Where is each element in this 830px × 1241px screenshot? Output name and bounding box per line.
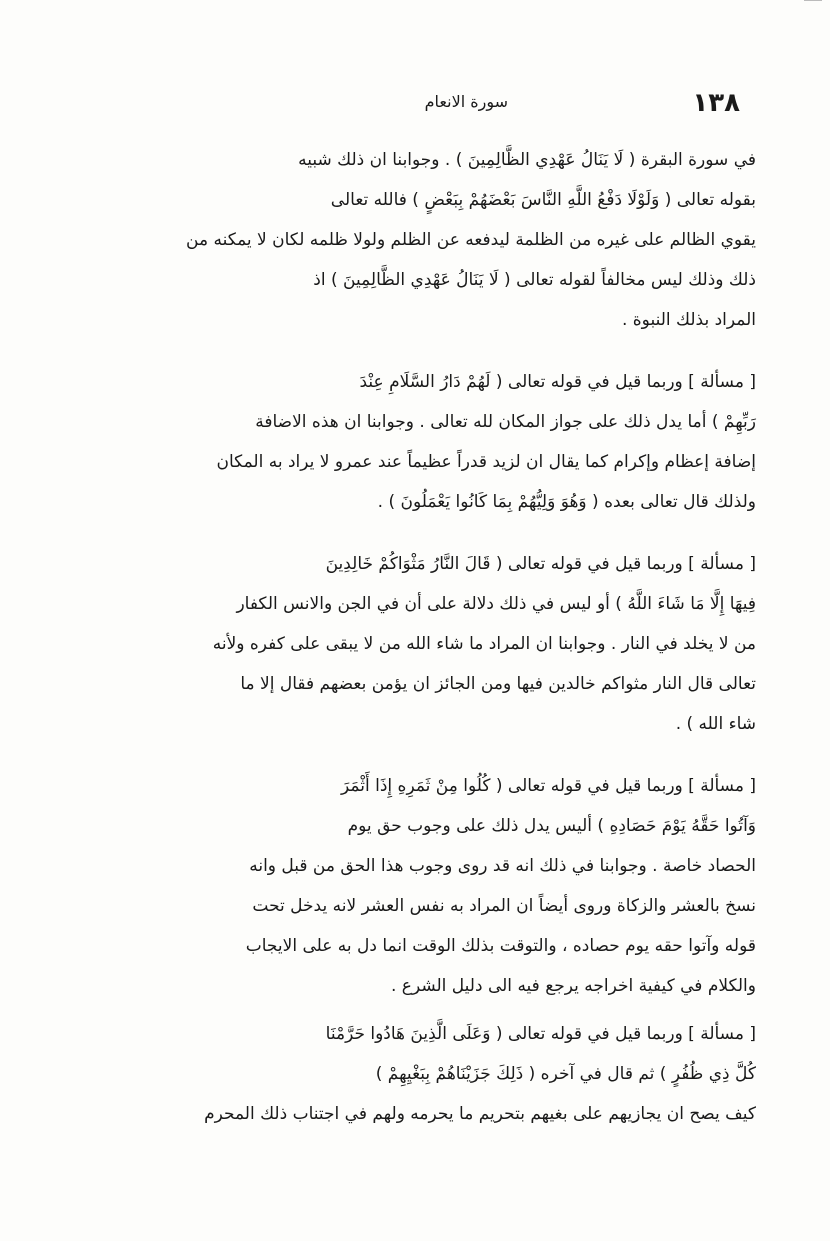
- paragraph-4: [74, 766, 756, 1006]
- text-line: كُلَّ ذِي ظُفُرٍ ) ثم قال في آخره ( ذَلِكَ جَزَيْنَاهُمْ بِبَغْيِهِمْ ): [375, 1064, 756, 1084]
- text-line: فِيهَا إِلَّا مَا شَاءَ اللَّهُ ) أو ليس في ذلك دلالة على أن في الجن والانس الكفار: [236, 594, 756, 614]
- text-line: نسخ بالعشر والزكاة وروى أيضاً ان المراد به نفس العشر لانه يدخل تحت: [252, 896, 756, 916]
- text-line: والكلام في كيفية اخراجه يرجع فيه الى دليل الشرع .: [391, 976, 756, 996]
- paragraph-5: [74, 1014, 756, 1134]
- paragraph-2: [74, 362, 756, 522]
- text-line: تعالى قال النار مثواكم خالدين فيها ومن الجائز ان يؤمن بعضهم فقال إلا ما: [240, 674, 756, 694]
- text-line: من لا يخلد في النار . وجوابنا ان المراد ما شاء الله من لا يبقى على كفره ولأنه: [212, 634, 756, 654]
- text-line: ولذلك قال تعالى بعده ( وَهُوَ وَلِيُّهُمْ بِمَا كَانُوا يَعْمَلُونَ ) .: [377, 492, 756, 512]
- paragraph-3: [74, 544, 756, 744]
- text-line: في سورة البقرة ( لَا يَنَالُ عَهْدِي الظَّالِمِينَ ) . وجوابنا ان ذلك شبيه: [298, 150, 756, 170]
- text-line: شاء الله ) .: [675, 714, 756, 734]
- text-line: رَبِّهِمْ ) أما يدل ذلك على جواز المكان لله تعالى . وجوابنا ان هذه الاضافة: [255, 412, 756, 432]
- page-number: ١٣٨: [692, 88, 740, 118]
- scan-corner-mark: [804, 0, 822, 7]
- text-line: [ مسألة ] وربما قيل في قوله تعالى ( كُلُوا مِنْ ثَمَرِهِ إِذَا أَثْمَرَ: [341, 776, 756, 796]
- text-line: [ مسألة ] وربما قيل في قوله تعالى ( قَالَ النَّارُ مَثْوَاكُمْ خَالِدِينَ: [325, 554, 756, 574]
- text-line: كيف يصح ان يجازيهم على بغيهم بتحريم ما يحرمه ولهم في اجتناب ذلك المحرم: [204, 1104, 756, 1124]
- text-line: [ مسألة ] وربما قيل في قوله تعالى ( وَعَلَى الَّذِينَ هَادُوا حَرَّمْنَا: [325, 1024, 756, 1044]
- page-header: [90, 82, 740, 122]
- text-line: [ مسألة ] وربما قيل في قوله تعالى ( لَهُمْ دَارُ السَّلَامِ عِنْدَ: [359, 372, 756, 392]
- text-line: يقوي الظالم على غيره من الظلمة ليدفعه عن الظلم ولولا ظلمه لكان لا يمكنه من: [186, 230, 756, 250]
- text-line: قوله وآتوا حقه يوم حصاده ، والتوقت بذلك الوقت انما دل به على الايجاب: [245, 936, 756, 956]
- text-body: [74, 140, 756, 1134]
- text-line: بقوله تعالى ( وَلَوْلَا دَفْعُ اللَّهِ النَّاسَ بَعْضَهُمْ بِبَعْضٍ ) فالله تعالى: [330, 190, 756, 210]
- paragraph-1: [74, 140, 756, 340]
- text-line: الحصاد خاصة . وجوابنا في ذلك انه قد روى وجوب هذا الحق من قبل وانه: [249, 856, 756, 876]
- running-title: سورة الانعام: [424, 92, 508, 111]
- text-line: إضافة إعظام وإكرام كما يقال ان لزيد قدراً عظيماً عند عمرو لا يراد به المكان: [216, 452, 756, 472]
- text-line: المراد بذلك النبوة .: [621, 310, 756, 330]
- text-line: ذلك وذلك ليس مخالفاً لقوله تعالى ( لَا يَنَالُ عَهْدِي الظَّالِمِينَ ) اذ: [313, 270, 756, 290]
- text-line: وَآتُوا حَقَّهُ يَوْمَ حَصَادِهِ ) أليس يدل ذلك على وجوب حق يوم: [347, 816, 756, 836]
